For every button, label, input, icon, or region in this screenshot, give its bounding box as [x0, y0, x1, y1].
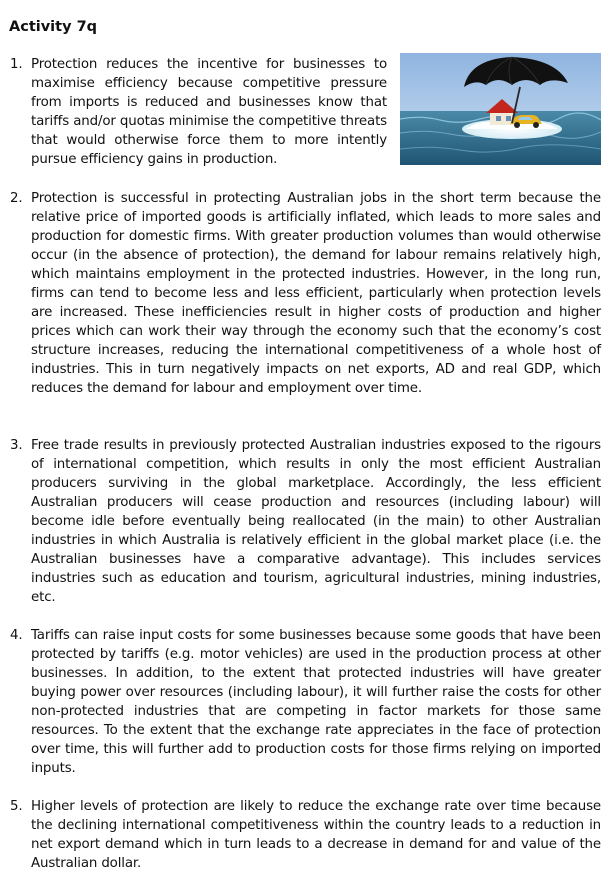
- list-item-number: 3.: [10, 438, 23, 453]
- list-item-text: Protection reduces the incentive for businesses to maximise efficiency because competitive pressure from imports is reduced and businesses know that tariffs and/or quotas minimise the competitive threats that would otherwise force them to more intently pursue efficiency gains in production.: [31, 57, 387, 167]
- list-item-number: 4.: [10, 628, 23, 643]
- list-item-5: [10, 797, 601, 873]
- list-item-1: [10, 55, 387, 169]
- list-item-number: 2.: [10, 191, 23, 206]
- umbrella-protection-photo: [400, 53, 601, 165]
- list-item-number: 5.: [10, 799, 23, 814]
- list-item-text: Protection is successful in protecting Australian jobs in the short term because the relative price of imported goods is artificially inflated, which leads to more sales and production for domestic firms. With greater production volumes than would otherwise occur (in the absence of protection), the demand for labour remains relatively high, which maintains employment in the protected industries. However, in the long run, firms can tend to become less and less efficient, particularly when protection levels are increased. These inefficiencies result in higher costs of production and higher prices which can work their way through the economy such that the economy’s cost structure increases, reducing the international competitiveness of a whole host of industries. This in turn negatively impacts on net exports, AD and real GDP, which reduces the demand for labour and employment over time.: [31, 191, 601, 396]
- list-item-number: 1.: [10, 57, 23, 72]
- list-item-text: Higher levels of protection are likely to reduce the exchange rate over time because the declining international competitiveness within the country leads to a reduction in net export demand which in turn leads to a decrease in demand for and value of the Australian dollar.: [31, 799, 601, 871]
- list-item-4: [10, 626, 601, 778]
- activity-title: Activity 7q: [9, 19, 98, 35]
- list-item-text: Free trade results in previously protected Australian industries exposed to the rigours of international competition, which results in only the most efficient Australian producers surviving in the global marketplace. Accordingly, the less efficient Australian producers will cease production and resources (including labour) will become idle before eventually being reallocated (in the main) to other Australian industries in which Australia is relatively efficient in the global market place (i.e. the Australian businesses have a comparative advantage). This includes services industries such as education and tourism, agricultural industries, mining industries, etc.: [31, 438, 601, 605]
- list-item-text: Tariffs can raise input costs for some businesses because some goods that have been protected by tariffs (e.g. motor vehicles) are used in the production process at other businesses. In addition, to the extent that protected industries will have greater buying power over resources (including labour), it will further raise the costs for other non-protected industries that are competing in factor markets for those same resources. To the extent that the exchange rate appreciates in the face of protection over time, this will further add to production costs for those firms relying on imported inputs.: [31, 628, 601, 776]
- list-item-3: [10, 436, 601, 607]
- list-item-2: [10, 189, 601, 398]
